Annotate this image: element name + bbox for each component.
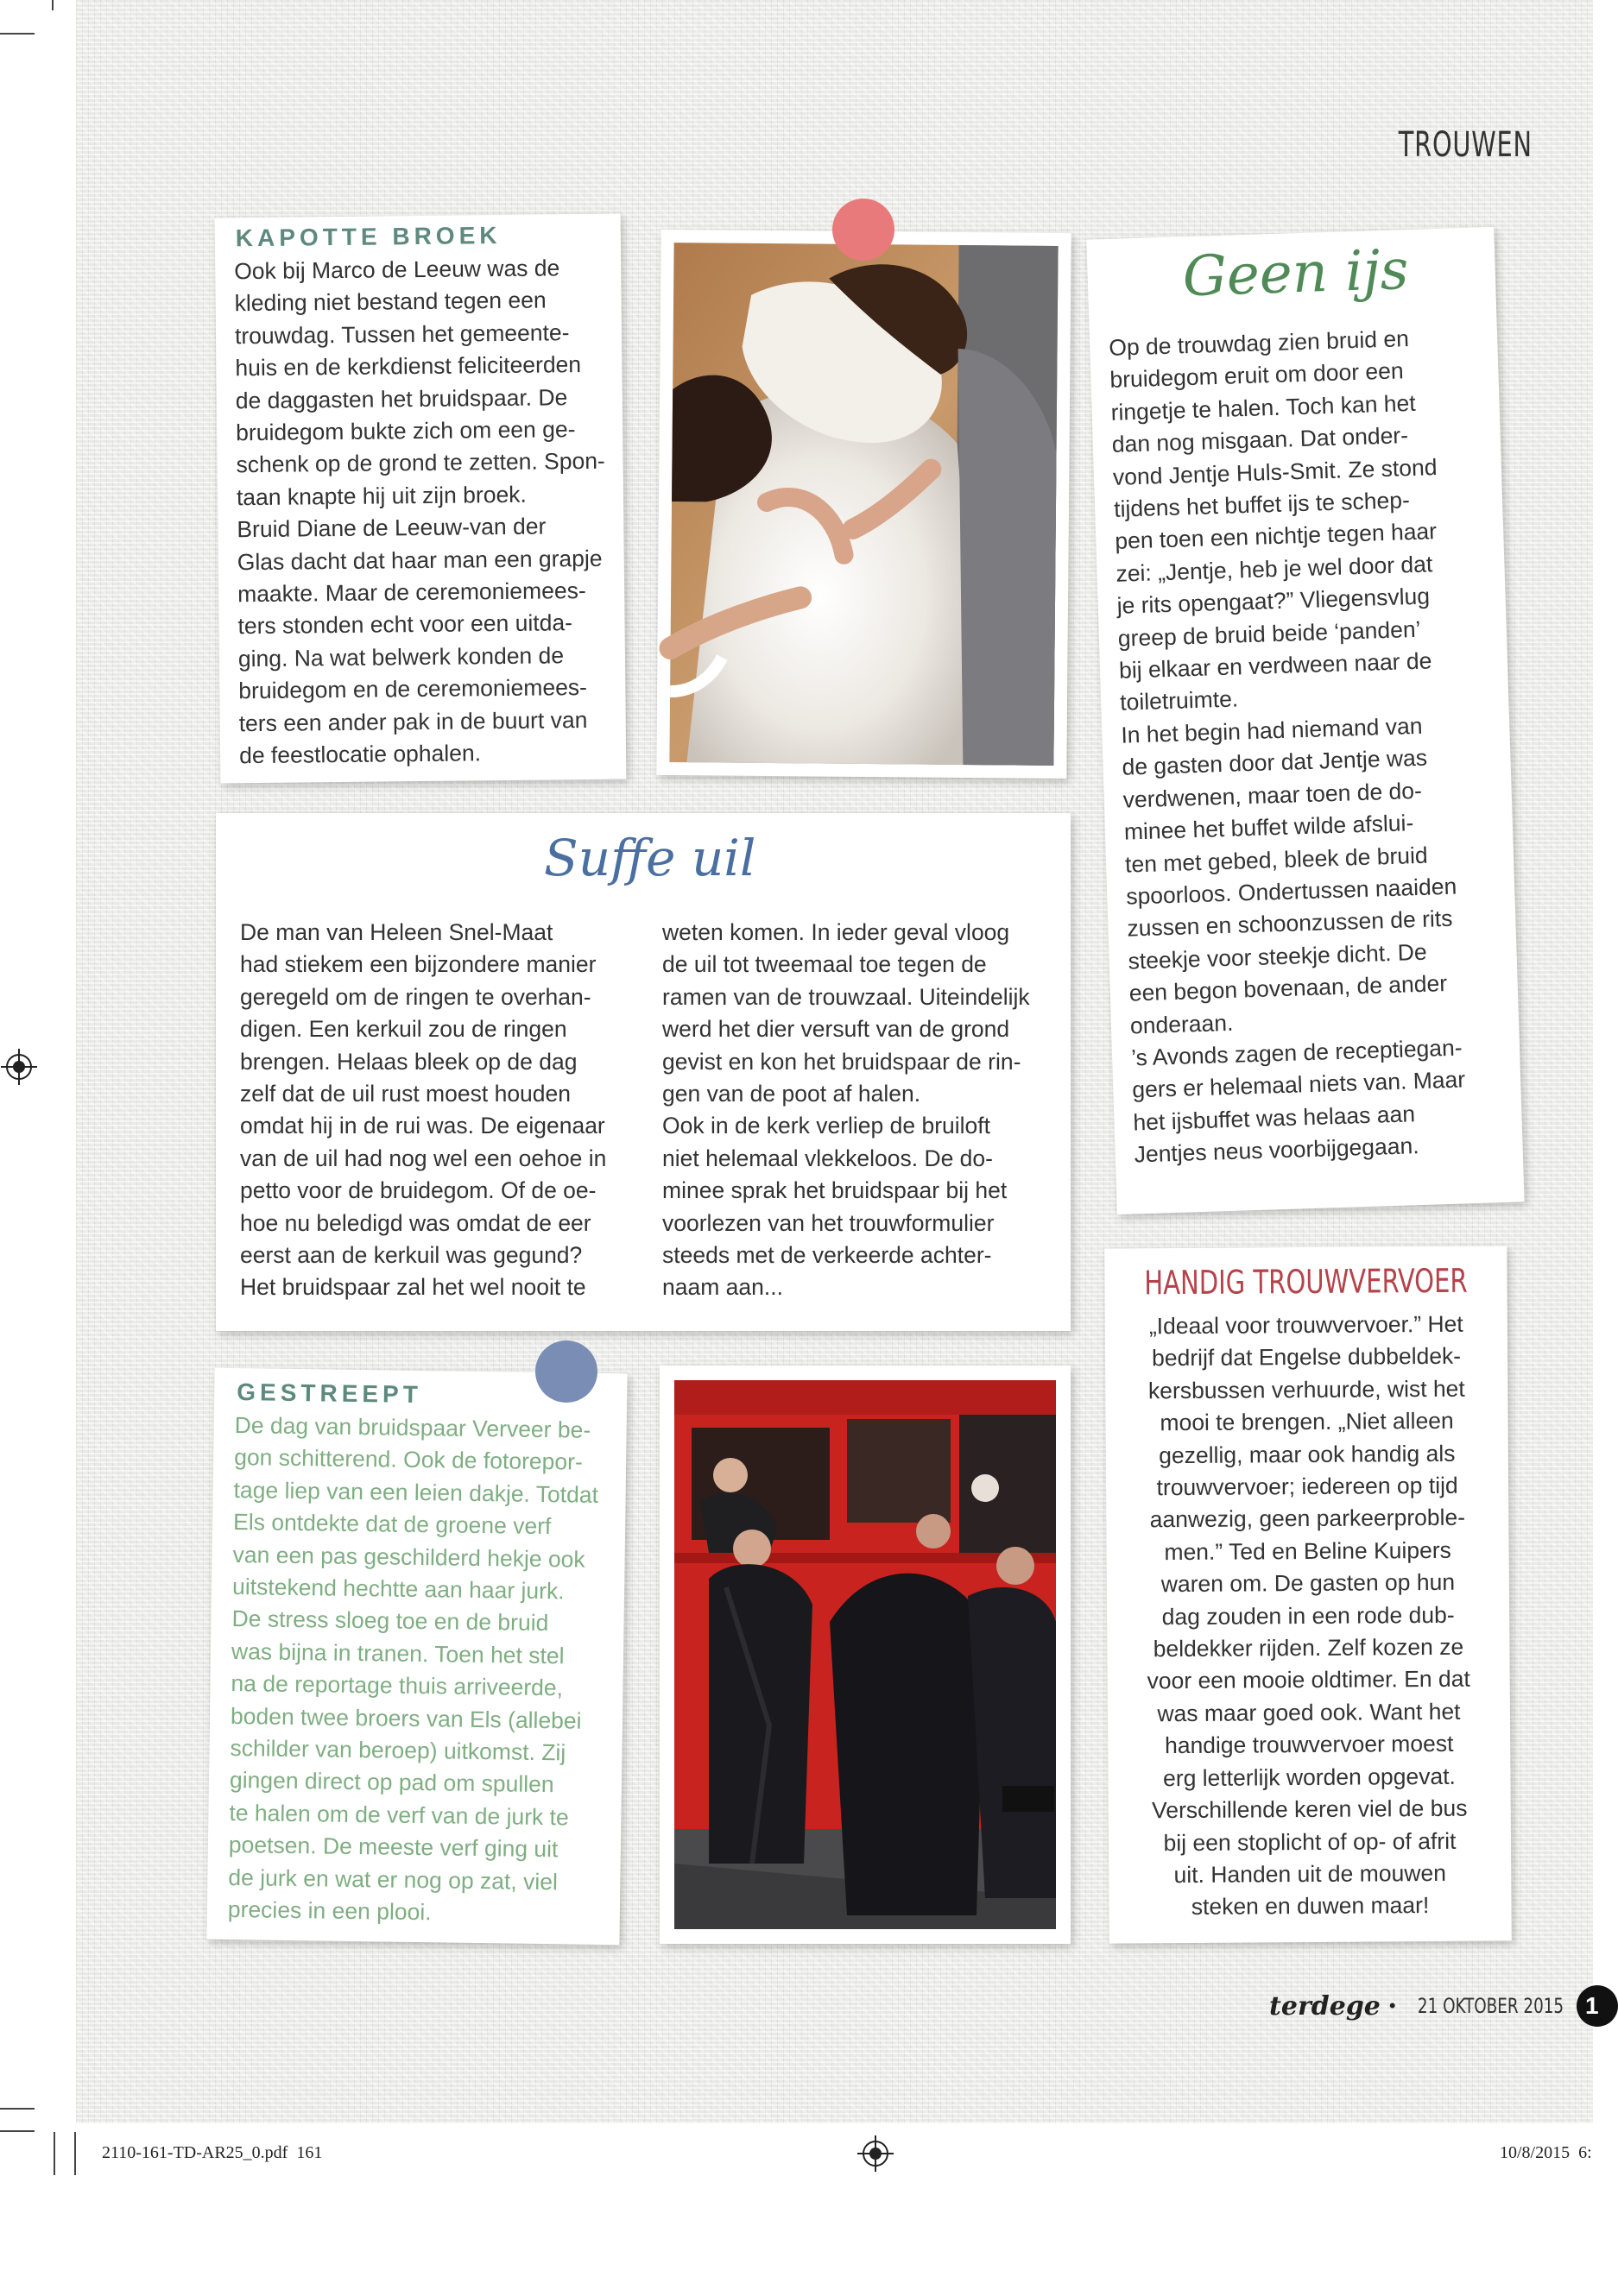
print-timestamp: 10/8/2015 6:	[1500, 2143, 1592, 2162]
crop-mark	[0, 2108, 35, 2110]
crop-mark	[0, 33, 35, 35]
magazine-footer	[1269, 1985, 1577, 2027]
geen-ijs-text: Op de trouwdag zien bruid en bruidegom eruit om door een ringetje te halen. Toch kan het dan nog misgaan. Dat onder- vond Jentje Huls-Smit. Ze stond tijdens het buffet ijs te schep- pen toen een nichtje tegen haar zei: „Jentje, heb je wel door dat je rits opengaat?” Vliegensvlug greep de bruid beide ‘panden’ bij elkaar en verdween naar de toiletruimte. In het begin had niemand van de gasten door dat Jentje was verdwenen, maar toen de do- minee het buffet wilde afslui- ten met gebed, bleek de bruid spoorloos. Ondertussen naaiden zussen en schoonzussen de rits steekje voor steekje dicht. De een begon bovenaan, de ander onderaan. ’s Avonds zagen de receptiegan- gers er helemaal niets van. Maar het ijsbuffet was helaas aan Jentjes neus voorbijgegaan.	[1108, 325, 1466, 1168]
geen-ijs-title: Geen ijs	[1181, 238, 1410, 310]
handig-title: HANDIG TROUWVERVOER	[1144, 1261, 1468, 1303]
print-file-name: 2110-161-TD-AR25_0.pdf 161	[102, 2143, 323, 2162]
kapotte-broek-text: Ook bij Marco de Leeuw was de kleding niet bestand tegen een trouwdag. Tussen het gemeente- huis en de kerkdienst feliciteerden de daggasten het bruidspaar. De bruidegom bukte zich om een ge- schenk op de grond te zetten. Spon- taan knapte hij uit zijn broek. Bruid Diane de Leeuw-van der Glas dacht dat haar man een grapje maakte. Maar de ceremoniemees- ters stonden echt voor een uitda- ging. Na wat belwerk konden de bruidegom en de ceremoniemees- ters een ander pak in de buurt van de feestlocatie ophalen.	[234, 255, 605, 769]
suffe-uil-column-2: weten komen. In ieder geval vloog de uil tot tweemaal toe tegen de ramen van de trouwzaal. Uiteindelijk werd het dier versuft van de grond gevist en kon het bruidspaar de rin- gen van de poot af halen. Ook in de kerk verliep de bruiloft niet helemaal vlekkeloos. De do- minee sprak het bruidspaar bij het voorlezen van het trouwformulier steeds met de verkeerde achter- naam aan...	[662, 919, 1030, 1301]
suffe-uil-column-1: De man van Heleen Snel-Maat had stiekem een bijzondere manier geregeld om de ringen te overhan- digen. Een kerkuil zou de ringen brengen. Helaas bleek op de dag zelf dat de uil rust moest houden omdat hij in de rui was. De eigenaar van de uil had nog wel een oehoe in petto voor de bruidegom. Of de oe- hoe nu beledigd was omdat de eer eerst aan de kerkuil was gegund? Het bruidspaar zal het wel nooit te	[240, 919, 607, 1301]
crop-mark	[54, 2132, 55, 2175]
pin-red-icon	[832, 199, 894, 261]
handig-trouwvervoer-card	[1104, 1246, 1512, 1943]
crop-mark	[0, 2130, 35, 2132]
wedding-dress-photo	[669, 243, 1058, 766]
bullet-separator: •	[1388, 1995, 1396, 2016]
red-bus-image	[674, 1380, 1056, 1929]
red-bus-photo	[674, 1380, 1056, 1929]
handig-text: „Ideaal voor trouwvervoer.” Het bedrijf dat Engelse dubbeldek- kersbussen verhuurde, wist het mooi te brengen. „Niet alleen gezellig, maar ook handig als trouwvervoer; iedereen op tijd aanwezig, geen parkeerproble- men.” Ted en Beline Kuipers waren om. De gasten op hun dag zouden in een rode dub- beldekker rijden. Zelf kozen ze voor een mooie oldtimer. En dat was maar goed ook. Want het handige trouwvervoer moest erg letterlijk worden opgevat. Verschillende keren viel de bus bij een stoplicht of op- of afrit uit. Handen uit de mouwen steken en duwen maar!	[1147, 1310, 1470, 1921]
section-label: TROUWEN	[1398, 125, 1533, 165]
page-number-badge	[1577, 1985, 1618, 2027]
gestreept-text: De dag van bruidspaar Verveer be- gon schitterend. Ook de fotorepor- tage liep van een leien dakje. Totdat Els ontdekte dat de groene verf van een pas geschilderd hekje ook uitstekend hechtte aan haar jurk. De stress sloeg toe en de bruid was bijna in tranen. Toen het stel na de reportage thuis arriveerde, boden twee broers van Els (allebei schilder van beroep) uitkomst. Zij gingen direct op pad om spullen te halen om de verf van de jurk te poetsen. De meeste verf ging uit de jurk en wat er nog op zat, viel precies in een plooi.	[227, 1412, 599, 1926]
photo-frame-dress	[656, 230, 1071, 779]
kapotte-broek-title: KAPOTTE BROEK	[235, 222, 502, 252]
magazine-brand: terdege	[1269, 1990, 1381, 2022]
kapotte-broek-card	[215, 214, 627, 784]
issue-date: 21 OKTOBER 2015	[1417, 1994, 1564, 2018]
suffe-uil-card	[216, 813, 1071, 1331]
photo-frame-bus	[660, 1366, 1071, 1944]
gestreept-title: GESTREEPT	[237, 1378, 423, 1409]
suffe-uil-title: Suffe uil	[544, 829, 756, 887]
registration-mark-icon	[863, 2141, 888, 2167]
pin-blue-icon	[535, 1340, 597, 1403]
geen-ijs-card	[1086, 227, 1524, 1214]
crop-mark	[52, 0, 54, 10]
registration-mark-icon	[6, 1054, 32, 1080]
wedding-dress-image	[669, 243, 1058, 766]
crop-mark	[74, 2132, 76, 2175]
page-number: 1	[1585, 1992, 1599, 2019]
gestreept-card	[206, 1368, 627, 1946]
